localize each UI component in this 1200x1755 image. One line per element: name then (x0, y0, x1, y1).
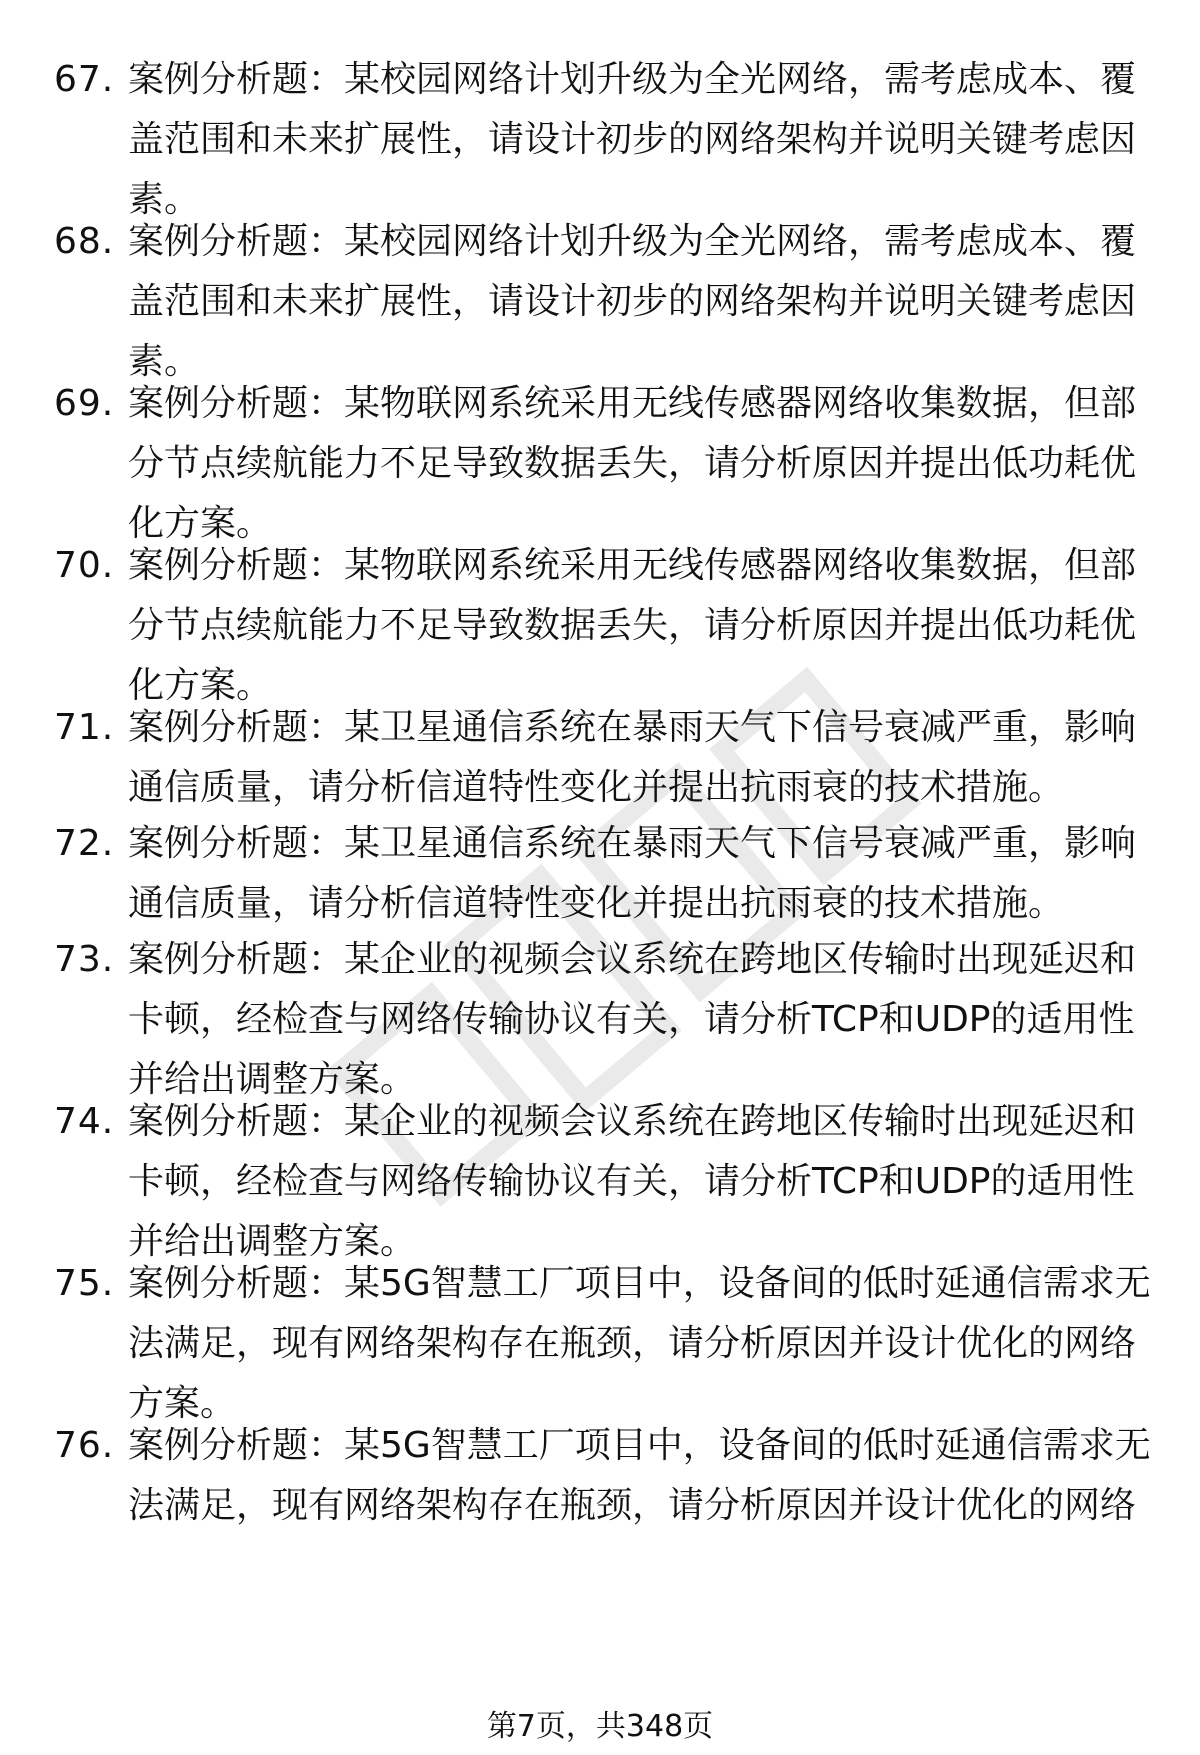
question-text-line: 并给出调整方案。 (128, 1059, 417, 1100)
question-text-line: 分节点续航能力不足导致数据丢失，请分析原因并提出低功耗优 (128, 443, 1137, 484)
question-text-line: 法满足，现有网络架构存在瓶颈，请分析原因并设计优化的网络 (128, 1323, 1137, 1364)
question-text-line: 素。 (128, 179, 201, 220)
question-item (0, 1416, 1200, 1596)
question-number: 70. (54, 545, 115, 586)
question-text-line: 案例分析题：某卫星通信系统在暴雨天气下信号衰减严重，影响 (128, 823, 1137, 864)
question-text-line: 通信质量，请分析信道特性变化并提出抗雨衰的技术措施。 (128, 767, 1065, 808)
question-text-line: 分节点续航能力不足导致数据丢失，请分析原因并提出低功耗优 (128, 605, 1137, 646)
question-text-line: 案例分析题：某5G智慧工厂项目中，设备间的低时延通信需求无 (128, 1425, 1151, 1466)
question-text-line: 法满足，现有网络架构存在瓶颈，请分析原因并设计优化的网络 (128, 1485, 1137, 1526)
question-item (0, 50, 1200, 230)
question-text-line: 案例分析题：某5G智慧工厂项目中，设备间的低时延通信需求无 (128, 1263, 1151, 1304)
question-number: 73. (54, 939, 115, 980)
question-text-line: 方案。 (128, 1383, 237, 1424)
question-text-line: 案例分析题：某校园网络计划升级为全光网络，需考虑成本、覆 (128, 221, 1137, 262)
question-item (0, 212, 1200, 392)
question-item (0, 536, 1200, 716)
question-text-line: 通信质量，请分析信道特性变化并提出抗雨衰的技术措施。 (128, 883, 1065, 924)
question-text-line: 盖范围和未来扩展性，请设计初步的网络架构并说明关键考虑因 (128, 281, 1137, 322)
question-number: 74. (54, 1101, 115, 1142)
question-text-line: 化方案。 (128, 665, 273, 706)
question-number: 76. (54, 1425, 115, 1466)
question-text-line: 案例分析题：某企业的视频会议系统在跨地区传输时出现延迟和 (128, 939, 1137, 980)
question-text-line: 案例分析题：某物联网系统采用无线传感器网络收集数据，但部 (128, 545, 1137, 586)
question-number: 69. (54, 383, 115, 424)
question-item (0, 1092, 1200, 1272)
question-text-line: 并给出调整方案。 (128, 1221, 417, 1262)
question-number: 75. (54, 1263, 115, 1304)
question-item (0, 374, 1200, 554)
question-text-line: 案例分析题：某卫星通信系统在暴雨天气下信号衰减严重，影响 (128, 707, 1137, 748)
question-number: 67. (54, 59, 115, 100)
question-text-line: 案例分析题：某物联网系统采用无线传感器网络收集数据，但部 (128, 383, 1137, 424)
question-text-line: 案例分析题：某校园网络计划升级为全光网络，需考虑成本、覆 (128, 59, 1137, 100)
question-item (0, 1254, 1200, 1434)
question-number: 72. (54, 823, 115, 864)
question-text-line: 盖范围和未来扩展性，请设计初步的网络架构并说明关键考虑因 (128, 119, 1137, 160)
question-text-line: 化方案。 (128, 503, 273, 544)
question-number: 68. (54, 221, 115, 262)
question-text-line: 卡顿，经检查与网络传输协议有关，请分析TCP和UDP的适用性 (128, 1161, 1135, 1202)
question-item (0, 930, 1200, 1110)
question-number: 71. (54, 707, 115, 748)
question-text-line: 案例分析题：某企业的视频会议系统在跨地区传输时出现延迟和 (128, 1101, 1137, 1142)
page-number-footer: 第7页，共348页 (486, 1709, 714, 1744)
question-text-line: 素。 (128, 341, 201, 382)
question-text-line: 卡顿，经检查与网络传输协议有关，请分析TCP和UDP的适用性 (128, 999, 1135, 1040)
